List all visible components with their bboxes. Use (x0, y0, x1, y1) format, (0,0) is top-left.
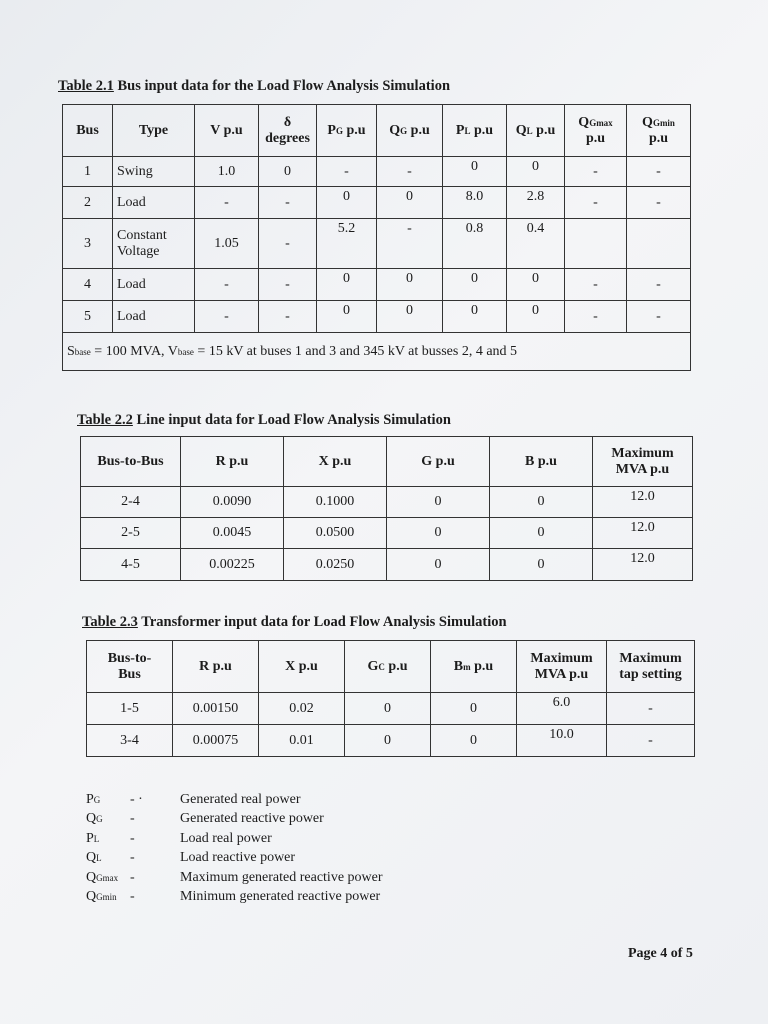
table-row (81, 487, 693, 518)
legend-dash: - (130, 830, 135, 846)
cell-r: 0.00075 (173, 725, 259, 757)
legend-item (86, 868, 383, 888)
header-bus-to-bus: Bus-to-Bus (81, 437, 181, 487)
header-qgmax-unit: p.u (585, 130, 606, 146)
cell-ql: 0 (507, 157, 565, 187)
table2-header-row (81, 437, 693, 487)
header-qgmin (627, 105, 691, 157)
legend-symbol: Q (86, 811, 97, 827)
cell-mva: 12.0 (593, 518, 693, 549)
header-pl-unit: p.u (470, 122, 494, 138)
vbase-sub: base (177, 346, 194, 357)
legend-item (86, 810, 383, 830)
legend-subscript: Gmin (96, 892, 117, 903)
header-b: B p.u (490, 437, 593, 487)
header-qgmin-sym: Q (642, 114, 653, 130)
table-row (63, 301, 691, 333)
cell-ql: 2.8 (507, 187, 565, 219)
table1-header-row (63, 105, 691, 157)
table1-caption-number: Table 2.1 (58, 78, 114, 94)
cell-type: Swing (113, 157, 195, 187)
sbase-sub: base (74, 346, 91, 357)
table3-caption-number: Table 2.3 (82, 614, 138, 630)
header-type: Type (113, 105, 195, 157)
table2-caption-text: Line input data for Load Flow Analysis Simulation (132, 412, 451, 428)
cell-qg: - (377, 219, 443, 269)
cell-qgmax: - (565, 187, 627, 219)
cell-bus: 3-4 (87, 725, 173, 757)
cell-x: 0.1000 (284, 487, 387, 518)
cell-delta: 0 (259, 157, 317, 187)
header-qgmax-sub: Gmax (589, 117, 613, 128)
cell-v: - (195, 269, 259, 301)
cell-pg: - (317, 157, 377, 187)
header-max-tap-line1: Maximum (619, 650, 682, 666)
header-pg-sym: P (327, 122, 336, 138)
legend-subscript: G (96, 814, 103, 825)
header-r: R p.u (181, 437, 284, 487)
header-pg-unit: p.u (343, 122, 366, 138)
header-bm-sub: m (463, 661, 471, 672)
cell-tap: - (607, 693, 695, 725)
table-row (63, 269, 691, 301)
header-g: G p.u (387, 437, 490, 487)
cell-delta: - (259, 301, 317, 333)
header-gc (345, 641, 431, 693)
table1-footnote (63, 333, 691, 371)
cell-qgmin: - (627, 187, 691, 219)
header-delta-unit: degrees (265, 130, 310, 146)
cell-qgmin (627, 219, 691, 269)
table-row (87, 693, 695, 725)
cell-pl: 0 (443, 269, 507, 301)
legend-description: Load reactive power (180, 850, 296, 866)
footnote-part1: = 100 MVA, V (90, 343, 178, 359)
cell-qgmax (565, 219, 627, 269)
header-max-mva-line1: Maximum (530, 650, 593, 666)
legend-dash: - · (130, 791, 143, 807)
header-bm-unit: p.u (470, 658, 494, 674)
header-ql (507, 105, 565, 157)
header-max-mva-line2: MVA p.u (615, 461, 670, 477)
cell-mva: 10.0 (517, 725, 607, 757)
header-qg-sym: Q (389, 122, 401, 138)
cell-ql: 0.4 (507, 219, 565, 269)
header-pl (443, 105, 507, 157)
cell-delta: - (259, 187, 317, 219)
table2-caption-number: Table 2.2 (77, 412, 133, 428)
header-max-mva (593, 437, 693, 487)
cell-bus: 2-5 (81, 518, 181, 549)
cell-bus: 3 (63, 219, 113, 269)
header-x: X p.u (284, 437, 387, 487)
legend-symbol: P (86, 791, 94, 807)
header-v: V p.u (195, 105, 259, 157)
cell-v: - (195, 187, 259, 219)
cell-bm: 0 (431, 693, 517, 725)
header-qgmax-sym: Q (578, 114, 590, 130)
legend-symbol: Q (86, 869, 97, 885)
cell-g: 0 (387, 487, 490, 518)
cell-pg: 0 (317, 269, 377, 301)
cell-pg: 0 (317, 301, 377, 333)
transformer-input-table (86, 640, 695, 757)
legend-dash: - (130, 850, 135, 866)
table2-caption (77, 412, 451, 429)
legend-item (86, 888, 383, 908)
cell-type-line1: Constant (117, 227, 167, 243)
cell-delta: - (259, 269, 317, 301)
header-qg-unit: p.u (407, 122, 430, 138)
header-qg (377, 105, 443, 157)
cell-pg: 5.2 (317, 219, 377, 269)
page-number: Page 4 of 5 (628, 946, 693, 961)
cell-qgmax: - (565, 301, 627, 333)
header-qgmin-unit: p.u (648, 130, 669, 146)
symbol-legend (86, 790, 383, 907)
header-max-mva-line1: Maximum (611, 445, 674, 461)
header-gc-sub: C (378, 661, 385, 672)
legend-dash: - (130, 889, 135, 905)
header-delta (259, 105, 317, 157)
cell-type-line2: Voltage (117, 243, 160, 259)
table3-header-row (87, 641, 695, 693)
legend-description: Generated reactive power (180, 811, 324, 827)
header-bus: Bus (63, 105, 113, 157)
table-row (63, 187, 691, 219)
header-max-mva-line2: MVA p.u (534, 666, 589, 682)
cell-pl: 0 (443, 301, 507, 333)
header-pl-sym: P (455, 122, 465, 138)
cell-bm: 0 (431, 725, 517, 757)
cell-qgmin: - (627, 157, 691, 187)
header-max-tap-line2: tap setting (619, 666, 682, 682)
cell-delta: - (259, 219, 317, 269)
cell-mva: 12.0 (593, 487, 693, 518)
header-x: X p.u (259, 641, 345, 693)
header-ql-unit: p.u (532, 122, 556, 138)
cell-x: 0.02 (259, 693, 345, 725)
cell-x: 0.01 (259, 725, 345, 757)
legend-symbol: Q (86, 889, 97, 905)
table1-caption-text: Bus input data for the Load Flow Analysis Simulation (113, 78, 451, 94)
header-max-mva (517, 641, 607, 693)
cell-r: 0.00150 (173, 693, 259, 725)
header-qg-sub: G (400, 125, 408, 136)
legend-symbol: P (86, 830, 94, 846)
header-pg-sub: G (335, 125, 343, 136)
header-ql-sym: Q (515, 122, 527, 138)
header-gc-unit: p.u (384, 658, 408, 674)
header-delta-symbol: δ (283, 114, 292, 130)
cell-b: 0 (490, 518, 593, 549)
header-pl-sub: L (464, 125, 471, 136)
table1-footnote-row (63, 333, 691, 371)
cell-mva: 12.0 (593, 549, 693, 581)
cell-qgmax: - (565, 157, 627, 187)
cell-g: 0 (387, 518, 490, 549)
legend-item (86, 790, 383, 810)
cell-b: 0 (490, 549, 593, 581)
cell-g: 0 (387, 549, 490, 581)
table-row (63, 157, 691, 187)
legend-description: Generated real power (180, 791, 301, 807)
sbase-sym: S (67, 343, 75, 359)
legend-description: Maximum generated reactive power (180, 869, 383, 885)
cell-v: 1.0 (195, 157, 259, 187)
legend-description: Minimum generated reactive power (180, 889, 381, 905)
cell-qg: 0 (377, 187, 443, 219)
header-max-tap (607, 641, 695, 693)
cell-bus: 5 (63, 301, 113, 333)
table-row (81, 549, 693, 581)
cell-type (113, 219, 195, 269)
cell-r: 0.00225 (181, 549, 284, 581)
cell-ql: 0 (507, 269, 565, 301)
header-bus-line2: Bus (118, 666, 141, 682)
cell-qg: 0 (377, 269, 443, 301)
cell-qgmin: - (627, 269, 691, 301)
cell-pg: 0 (317, 187, 377, 219)
table1-caption (58, 78, 450, 95)
cell-bus: 1 (63, 157, 113, 187)
table-row (87, 725, 695, 757)
legend-subscript: G (93, 794, 101, 805)
cell-bus: 1-5 (87, 693, 173, 725)
header-r: R p.u (173, 641, 259, 693)
cell-gc: 0 (345, 693, 431, 725)
header-qgmin-sub: Gmin (652, 117, 675, 128)
cell-qg: 0 (377, 301, 443, 333)
header-bm-sym: B (453, 658, 464, 674)
table3-caption (82, 614, 507, 631)
table-row (81, 518, 693, 549)
legend-symbol: Q (86, 850, 97, 866)
bus-input-table (62, 104, 691, 371)
cell-b: 0 (490, 487, 593, 518)
legend-dash: - (130, 811, 135, 827)
line-input-table (80, 436, 693, 581)
cell-type: Load (113, 269, 195, 301)
cell-x: 0.0250 (284, 549, 387, 581)
cell-v: - (195, 301, 259, 333)
cell-pl: 8.0 (443, 187, 507, 219)
legend-subscript: L (96, 853, 102, 864)
legend-item (86, 849, 383, 869)
header-bus-to-bus (87, 641, 173, 693)
legend-dash: - (130, 869, 135, 885)
legend-item (86, 829, 383, 849)
cell-bus: 2 (63, 187, 113, 219)
cell-tap: - (607, 725, 695, 757)
header-qgmax (565, 105, 627, 157)
table-row (63, 219, 691, 269)
cell-x: 0.0500 (284, 518, 387, 549)
header-bm (431, 641, 517, 693)
legend-subscript: L (93, 833, 100, 844)
header-pg (317, 105, 377, 157)
cell-bus: 4-5 (81, 549, 181, 581)
cell-qg: - (377, 157, 443, 187)
cell-type: Load (113, 301, 195, 333)
footnote-part2: = 15 kV at buses 1 and 3 and 345 kV at busses 2, 4 and 5 (193, 343, 518, 359)
cell-bus: 4 (63, 269, 113, 301)
cell-mva: 6.0 (517, 693, 607, 725)
header-ql-sub: L (526, 125, 533, 136)
cell-type: Load (113, 187, 195, 219)
cell-pl: 0 (443, 157, 507, 187)
cell-gc: 0 (345, 725, 431, 757)
cell-qgmin: - (627, 301, 691, 333)
header-bus-line1: Bus-to- (107, 650, 152, 666)
legend-description: Load real power (180, 830, 272, 846)
legend-subscript: Gmax (96, 872, 119, 883)
cell-qgmax: - (565, 269, 627, 301)
header-gc-sym: G (367, 658, 379, 674)
cell-r: 0.0045 (181, 518, 284, 549)
table3-caption-text: Transformer input data for Load Flow Analysis Simulation (137, 614, 507, 630)
cell-v: 1.05 (195, 219, 259, 269)
cell-r: 0.0090 (181, 487, 284, 518)
cell-ql: 0 (507, 301, 565, 333)
cell-pl: 0.8 (443, 219, 507, 269)
cell-bus: 2-4 (81, 487, 181, 518)
